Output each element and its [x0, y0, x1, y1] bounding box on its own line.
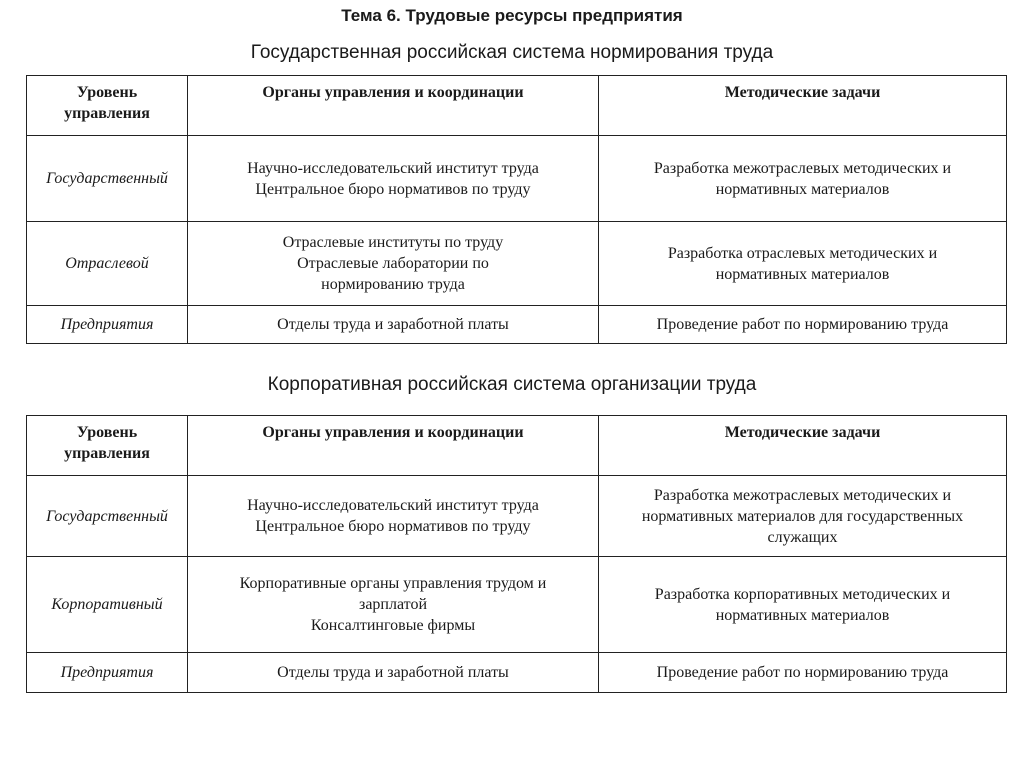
- bodies-cell: [188, 557, 599, 653]
- level-cell: Предприятия: [27, 306, 188, 344]
- tasks-cell: Разработка отраслевых методических и нормативных материалов: [599, 222, 1007, 306]
- level-cell: Государственный: [27, 136, 188, 222]
- body-item: Научно-исследовательский институт труда: [247, 497, 539, 514]
- table-row: [27, 557, 1007, 653]
- table-header-row: [27, 416, 1007, 476]
- body-item: Центральное бюро нормативов по труду: [255, 518, 531, 535]
- header-bodies: Органы управления и координации: [188, 76, 599, 136]
- table-1-title: Государственная российская система нормирования труда: [250, 42, 774, 63]
- body-item: Корпоративные органы управления трудом и зарплатой: [239, 575, 547, 613]
- body-item: Отделы труда и заработной платы: [277, 664, 509, 681]
- header-bodies: Органы управления и координации: [188, 416, 599, 476]
- body-item: Отделы труда и заработной платы: [277, 316, 509, 333]
- body-item: Центральное бюро нормативов по труду: [255, 180, 531, 198]
- table-row: [27, 653, 1007, 693]
- tasks-cell: Разработка корпоративных методических и нормативных материалов: [599, 557, 1007, 653]
- table-row: [27, 136, 1007, 222]
- table-2-title: Корпоративная российская система организации труда: [267, 374, 757, 395]
- corporate-labor-organization-table: [26, 415, 1007, 693]
- table-row: [27, 222, 1007, 306]
- body-item: Отраслевые институты по труду: [282, 234, 504, 251]
- level-cell: Корпоративный: [27, 557, 188, 653]
- level-cell: Отраслевой: [27, 222, 188, 306]
- header-tasks: Методические задачи: [599, 416, 1007, 476]
- header-tasks: Методические задачи: [599, 76, 1007, 136]
- topic-title: Тема 6. Трудовые ресурсы предприятия: [341, 6, 683, 25]
- bodies-cell: [188, 476, 599, 557]
- level-cell: Предприятия: [27, 653, 188, 693]
- tasks-cell: Проведение работ по нормированию труда: [599, 306, 1007, 344]
- tasks-cell: Разработка межотраслевых методических и нормативных материалов: [599, 136, 1007, 222]
- level-cell: Государственный: [27, 476, 188, 557]
- header-level: Уровень управления: [27, 416, 188, 476]
- bodies-cell: [188, 306, 599, 344]
- table-header-row: [27, 76, 1007, 136]
- body-item: Отраслевые лаборатории по нормированию труда: [297, 255, 489, 293]
- bodies-cell: [188, 136, 599, 222]
- state-labor-rating-table: [26, 75, 1007, 344]
- table-row: [27, 476, 1007, 557]
- body-item: Научно-исследовательский институт труда: [247, 159, 539, 177]
- tasks-cell: Разработка межотраслевых методических и нормативных материалов для государственных служащих: [599, 476, 1007, 557]
- bodies-cell: [188, 222, 599, 306]
- table-row: [27, 306, 1007, 344]
- body-item: Консалтинговые фирмы: [310, 617, 476, 634]
- header-level: Уровень управления: [27, 76, 188, 136]
- tasks-cell: Проведение работ по нормированию труда: [599, 653, 1007, 693]
- bodies-cell: [188, 653, 599, 693]
